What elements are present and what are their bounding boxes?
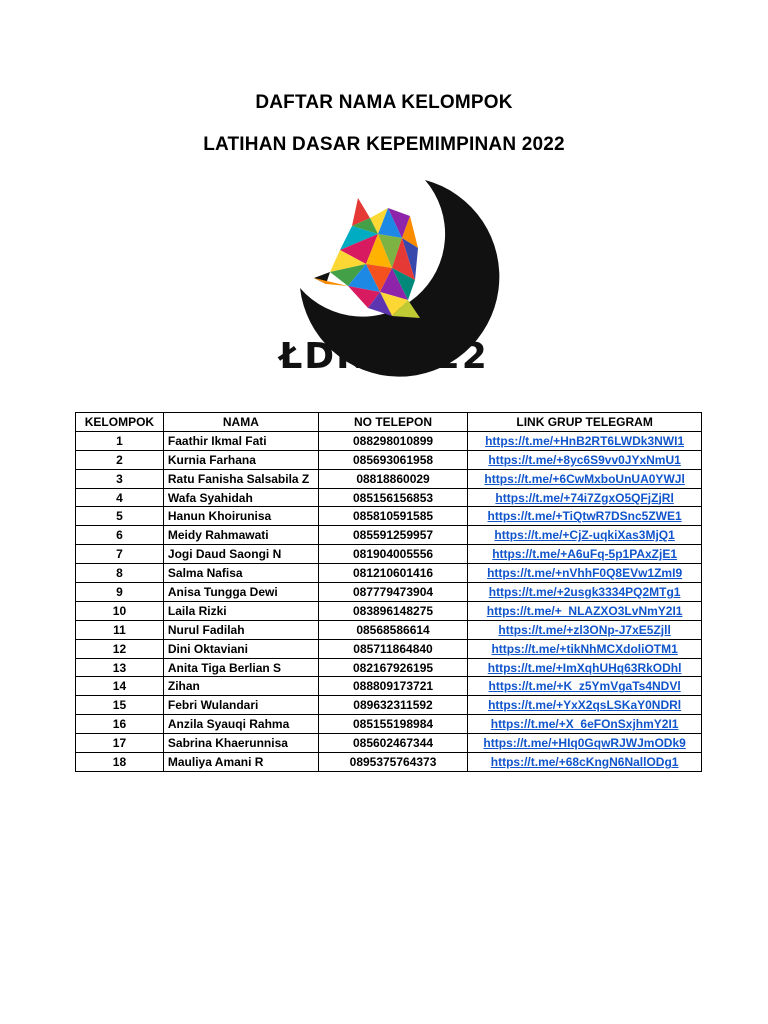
phone-number-cell: 085156156853 [318,488,467,507]
telegram-link[interactable]: https://t.me/+68cKngN6NallODg1 [468,753,702,772]
member-name-cell: Faathir Ikmal Fati [163,431,318,450]
member-name-cell: Mauliya Amani R [163,753,318,772]
group-number-cell: 7 [76,545,164,564]
telegram-link[interactable]: https://t.me/+A6uFq-5p1PAxZjE1 [468,545,702,564]
phone-number-cell: 085602467344 [318,734,467,753]
phone-number-cell: 087779473904 [318,583,467,602]
telegram-link[interactable]: https://t.me/+YxX2qsLSKaY0NDRl [468,696,702,715]
table-row [76,583,702,602]
phone-number-cell: 081904005556 [318,545,467,564]
column-header-kelompok: KELOMPOK [76,413,164,432]
member-name-cell: Laila Rizki [163,601,318,620]
member-name-cell: Anita Tiga Berlian S [163,658,318,677]
group-number-cell: 14 [76,677,164,696]
telegram-link[interactable]: https://t.me/+K_z5YmVgaTs4NDVl [468,677,702,696]
column-header-link: LINK GRUP TELEGRAM [468,413,702,432]
member-name-cell: Sabrina Khaerunnisa [163,734,318,753]
phone-number-cell: 089632311592 [318,696,467,715]
phone-number-cell: 0895375764373 [318,753,467,772]
group-number-cell: 12 [76,639,164,658]
table-row [76,431,702,450]
phone-number-cell: 088809173721 [318,677,467,696]
telegram-link[interactable]: https://t.me/+8yc6S9vv0JYxNmU1 [468,450,702,469]
phone-number-cell: 083896148275 [318,601,467,620]
member-name-cell: Ratu Fanisha Salsabila Z [163,469,318,488]
telegram-link[interactable]: https://t.me/+CjZ-uqkiXas3MjQ1 [468,526,702,545]
table-row [76,564,702,583]
telegram-link[interactable]: https://t.me/+ImXqhUHq63RkODhl [468,658,702,677]
telegram-link[interactable]: https://t.me/+nVhhF0Q8EVw1ZmI9 [468,564,702,583]
phone-number-cell: 088298010899 [318,431,467,450]
table-row [76,488,702,507]
column-header-nama: NAMA [163,413,318,432]
phone-number-cell: 08818860029 [318,469,467,488]
table-row [76,526,702,545]
member-name-cell: Anisa Tungga Dewi [163,583,318,602]
group-number-cell: 16 [76,715,164,734]
group-number-cell: 18 [76,753,164,772]
group-number-cell: 3 [76,469,164,488]
group-number-cell: 6 [76,526,164,545]
logo-wordmark: ŁDK 2022 [279,336,489,377]
phone-number-cell: 085711864840 [318,639,467,658]
group-number-cell: 11 [76,620,164,639]
table-row [76,734,702,753]
group-number-cell: 4 [76,488,164,507]
table-row [76,753,702,772]
member-name-cell: Nurul Fadilah [163,620,318,639]
group-number-cell: 9 [76,583,164,602]
table-row [76,507,702,526]
table-row [76,601,702,620]
group-number-cell: 17 [76,734,164,753]
member-name-cell: Jogi Daud Saongi N [163,545,318,564]
group-number-cell: 15 [76,696,164,715]
table-row [76,620,702,639]
table-row [76,639,702,658]
telegram-link[interactable]: https://t.me/+2usgk3334PQ2MTg1 [468,583,702,602]
table-row [76,469,702,488]
telegram-link[interactable]: https://t.me/+X_6eFOnSxjhmY2I1 [468,715,702,734]
group-table [75,412,702,772]
telegram-link[interactable]: https://t.me/+tikNhMCXdoliOTM1 [468,639,702,658]
group-number-cell: 1 [76,431,164,450]
group-number-cell: 8 [76,564,164,583]
phone-number-cell: 081210601416 [318,564,467,583]
member-name-cell: Anzila Syauqi Rahma [163,715,318,734]
phone-number-cell: 085155198984 [318,715,467,734]
group-number-cell: 2 [76,450,164,469]
table-row [76,677,702,696]
telegram-link[interactable]: https://t.me/+TiQtwR7DSnc5ZWE1 [468,507,702,526]
phone-number-cell: 085693061958 [318,450,467,469]
table-row [76,696,702,715]
table-body [76,431,702,771]
member-name-cell: Meidy Rahmawati [163,526,318,545]
phone-number-cell: 085810591585 [318,507,467,526]
member-name-cell: Hanun Khoirunisa [163,507,318,526]
group-number-cell: 10 [76,601,164,620]
telegram-link[interactable]: https://t.me/+zl3ONp-J7xE5Zjll [468,620,702,639]
telegram-link[interactable]: https://t.me/+74i7ZgxO5QFjZjRl [468,488,702,507]
telegram-link[interactable]: https://t.me/+HnB2RT6LWDk3NWI1 [468,431,702,450]
table-row [76,658,702,677]
member-name-cell: Zihan [163,677,318,696]
telegram-link[interactable]: https://t.me/+_NLAZXO3LvNmY2I1 [468,601,702,620]
page-title: DAFTAR NAMA KELOMPOK [255,92,513,113]
member-name-cell: Dini Oktaviani [163,639,318,658]
telegram-link[interactable]: https://t.me/+HIq0GqwRJWJmODk9 [468,734,702,753]
phone-number-cell: 08568586614 [318,620,467,639]
table-header-row [76,413,702,432]
member-name-cell: Febri Wulandari [163,696,318,715]
column-header-telepon: NO TELEPON [318,413,467,432]
member-name-cell: Wafa Syahidah [163,488,318,507]
page-subtitle: LATIHAN DASAR KEPEMIMPINAN 2022 [203,134,565,155]
phone-number-cell: 082167926195 [318,658,467,677]
member-name-cell: Kurnia Farhana [163,450,318,469]
table-row [76,715,702,734]
member-name-cell: Salma Nafisa [163,564,318,583]
group-number-cell: 5 [76,507,164,526]
phone-number-cell: 085591259957 [318,526,467,545]
group-number-cell: 13 [76,658,164,677]
table-row [76,450,702,469]
telegram-link[interactable]: https://t.me/+6CwMxboUnUA0YWJl [468,469,702,488]
table-row [76,545,702,564]
